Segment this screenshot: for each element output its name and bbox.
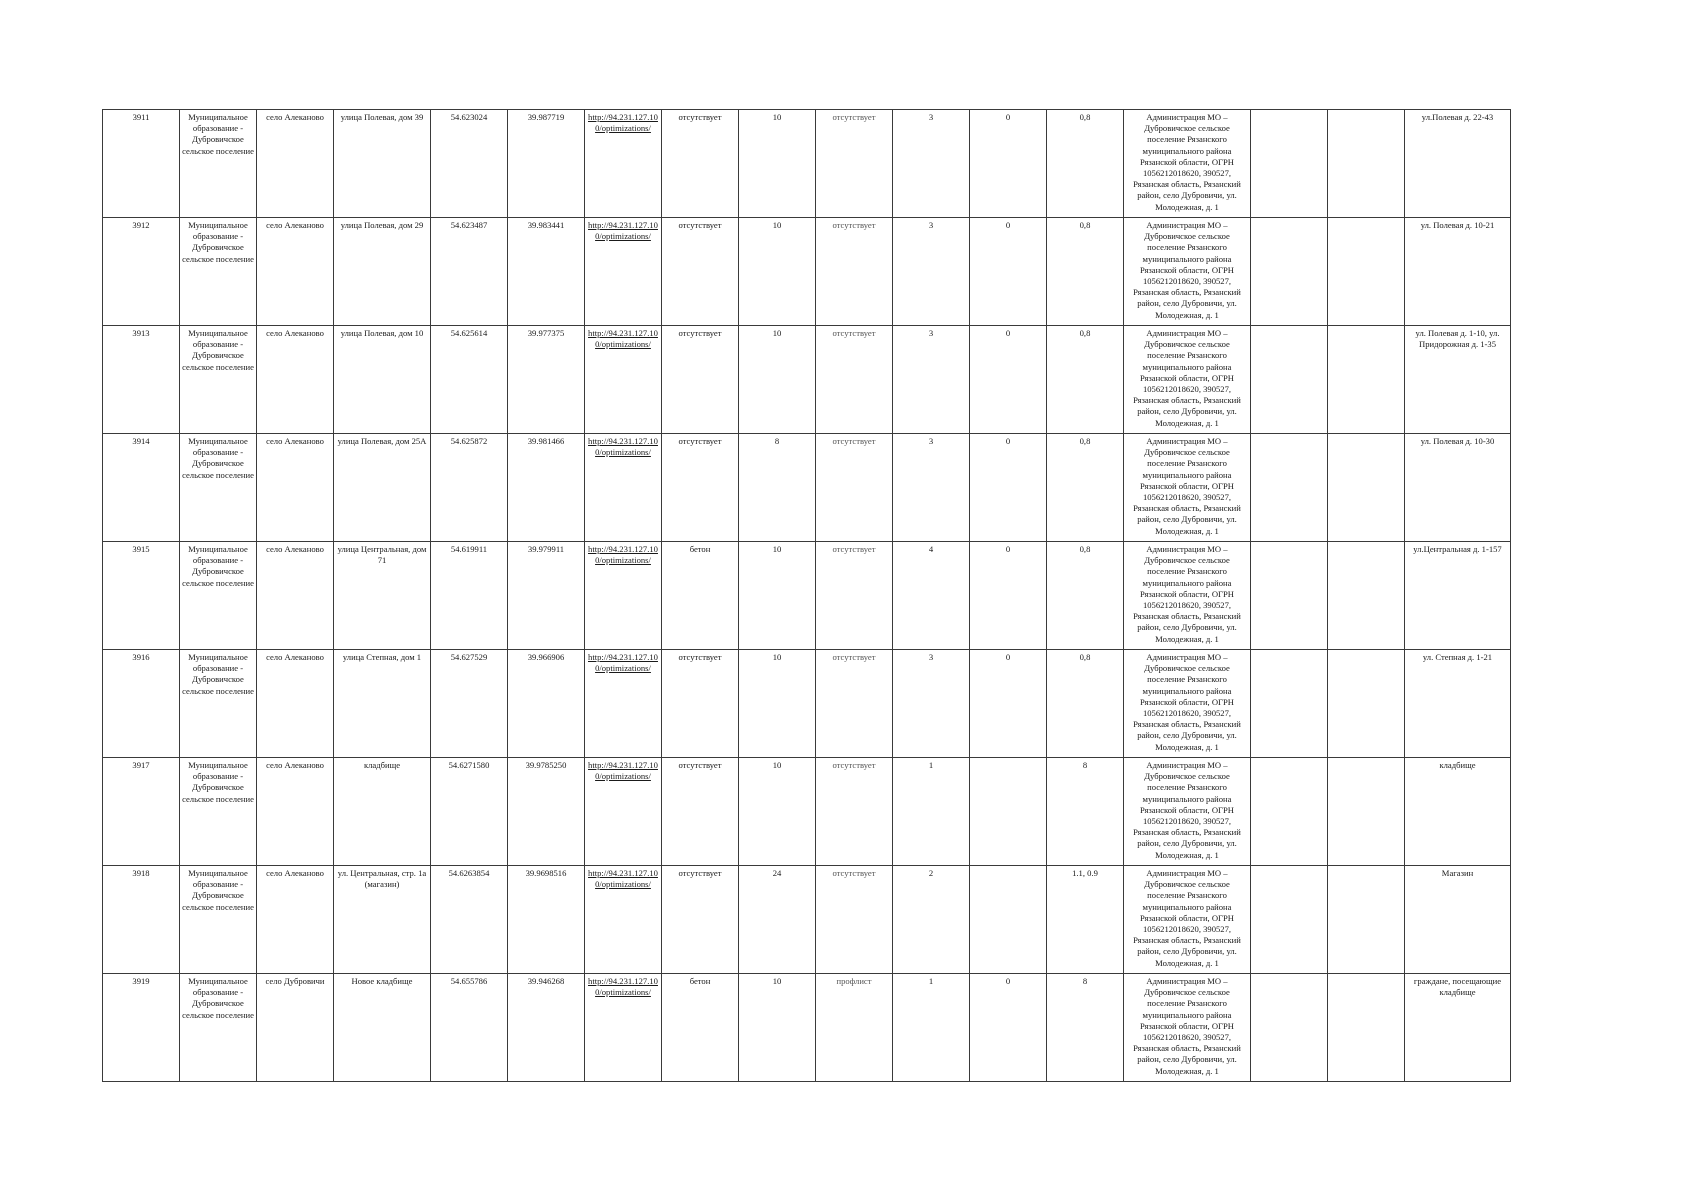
surface-type-cell: бетон: [662, 542, 739, 650]
waste-sources-cell: ул. Полевая д. 1-10, ул. Придорожная д. 1-35: [1405, 326, 1511, 434]
table-row: [103, 542, 1511, 650]
container-volume-cell: 0,8: [1047, 434, 1124, 542]
owner-cell: Администрация МО – Дубровичское сельское поселение Рязанского муниципального района Рязанской области, ОГРН 1056212018620, 390527, Рязанская область, Рязанский район, село Дубровичи, ул. Молодежная, д. 1: [1124, 326, 1251, 434]
area-cell: 10: [739, 974, 816, 1082]
municipality-cell: Муниципальное образование - Дубровичское сельское поселение: [180, 650, 257, 758]
scheme-link[interactable]: http://94.231.127.100/optimizations/: [588, 544, 658, 566]
municipality-cell: Муниципальное образование - Дубровичское сельское поселение: [180, 866, 257, 974]
latitude-cell: 54.625872: [431, 434, 508, 542]
row-number: 3912: [103, 218, 180, 326]
settlement-cell: село Алеканово: [257, 326, 334, 434]
row-number: 3913: [103, 326, 180, 434]
municipality-cell: Муниципальное образование - Дубровичское сельское поселение: [180, 110, 257, 218]
address-cell: улица Степная, дом 1: [334, 650, 431, 758]
container-count-cell: 3: [893, 650, 970, 758]
municipality-cell: Муниципальное образование - Дубровичское сельское поселение: [180, 326, 257, 434]
empty-cell: [1251, 866, 1328, 974]
settlement-cell: село Алеканово: [257, 110, 334, 218]
longitude-cell: 39.946268: [508, 974, 585, 1082]
waste-sources-cell: ул.Полевая д. 22-43: [1405, 110, 1511, 218]
table-body: [103, 110, 1511, 1082]
table-row: [103, 758, 1511, 866]
fence-type-cell: отсутствует: [816, 650, 893, 758]
container-count-cell: 3: [893, 110, 970, 218]
surface-type-cell: отсутствует: [662, 434, 739, 542]
container-volume-cell: 8: [1047, 758, 1124, 866]
container-count-cell: 3: [893, 326, 970, 434]
surface-type-cell: отсутствует: [662, 866, 739, 974]
longitude-cell: 39.966906: [508, 650, 585, 758]
registry-table: [102, 109, 1511, 1082]
area-cell: 10: [739, 758, 816, 866]
area-cell: 10: [739, 110, 816, 218]
fence-type-cell: профлист: [816, 974, 893, 1082]
container-volume-cell: 1.1, 0.9: [1047, 866, 1124, 974]
address-cell: кладбище: [334, 758, 431, 866]
container-volume-cell: 0,8: [1047, 218, 1124, 326]
settlement-cell: село Алеканово: [257, 866, 334, 974]
owner-cell: Администрация МО – Дубровичское сельское поселение Рязанского муниципального района Рязанской области, ОГРН 1056212018620, 390527, Рязанская область, Рязанский район, село Дубровичи, ул. Молодежная, д. 1: [1124, 434, 1251, 542]
scheme-link-cell: [585, 758, 662, 866]
latitude-cell: 54.623487: [431, 218, 508, 326]
empty-cell: [1328, 650, 1405, 758]
settlement-cell: село Алеканово: [257, 434, 334, 542]
container-count-cell: 4: [893, 542, 970, 650]
table-row: [103, 218, 1511, 326]
owner-cell: Администрация МО – Дубровичское сельское поселение Рязанского муниципального района Рязанской области, ОГРН 1056212018620, 390527, Рязанская область, Рязанский район, село Дубровичи, ул. Молодежная, д. 1: [1124, 974, 1251, 1082]
container-volume-cell: 0,8: [1047, 542, 1124, 650]
municipality-cell: Муниципальное образование - Дубровичское сельское поселение: [180, 218, 257, 326]
settlement-cell: село Алеканово: [257, 218, 334, 326]
address-cell: улица Полевая, дом 39: [334, 110, 431, 218]
area-cell: 10: [739, 218, 816, 326]
planned-containers-cell: 0: [970, 110, 1047, 218]
scheme-link-cell: [585, 650, 662, 758]
settlement-cell: село Алеканово: [257, 650, 334, 758]
scheme-link[interactable]: http://94.231.127.100/optimizations/: [588, 220, 658, 242]
empty-cell: [1328, 434, 1405, 542]
municipality-cell: Муниципальное образование - Дубровичское сельское поселение: [180, 542, 257, 650]
waste-sources-cell: ул. Полевая д. 10-30: [1405, 434, 1511, 542]
waste-sources-cell: Магазин: [1405, 866, 1511, 974]
table-row: [103, 110, 1511, 218]
longitude-cell: 39.983441: [508, 218, 585, 326]
fence-type-cell: отсутствует: [816, 866, 893, 974]
row-number: 3915: [103, 542, 180, 650]
area-cell: 8: [739, 434, 816, 542]
settlement-cell: село Алеканово: [257, 758, 334, 866]
latitude-cell: 54.623024: [431, 110, 508, 218]
scheme-link[interactable]: http://94.231.127.100/optimizations/: [588, 760, 658, 782]
container-count-cell: 2: [893, 866, 970, 974]
fence-type-cell: отсутствует: [816, 434, 893, 542]
table-row: [103, 974, 1511, 1082]
container-count-cell: 1: [893, 974, 970, 1082]
longitude-cell: 39.987719: [508, 110, 585, 218]
row-number: 3916: [103, 650, 180, 758]
owner-cell: Администрация МО – Дубровичское сельское поселение Рязанского муниципального района Рязанской области, ОГРН 1056212018620, 390527, Рязанская область, Рязанский район, село Дубровичи, ул. Молодежная, д. 1: [1124, 650, 1251, 758]
planned-containers-cell: [970, 758, 1047, 866]
waste-sources-cell: ул. Степная д. 1-21: [1405, 650, 1511, 758]
empty-cell: [1251, 758, 1328, 866]
scheme-link-cell: [585, 542, 662, 650]
address-cell: ул. Центральная, стр. 1а (магазин): [334, 866, 431, 974]
fence-type-cell: отсутствует: [816, 542, 893, 650]
longitude-cell: 39.981466: [508, 434, 585, 542]
table-row: [103, 650, 1511, 758]
empty-cell: [1251, 218, 1328, 326]
address-cell: улица Полевая, дом 10: [334, 326, 431, 434]
fence-type-cell: отсутствует: [816, 110, 893, 218]
latitude-cell: 54.655786: [431, 974, 508, 1082]
empty-cell: [1251, 434, 1328, 542]
waste-sources-cell: ул.Центральная д. 1-157: [1405, 542, 1511, 650]
container-volume-cell: 0,8: [1047, 326, 1124, 434]
empty-cell: [1328, 758, 1405, 866]
fence-type-cell: отсутствует: [816, 326, 893, 434]
empty-cell: [1251, 542, 1328, 650]
table-row: [103, 434, 1511, 542]
owner-cell: Администрация МО – Дубровичское сельское поселение Рязанского муниципального района Рязанской области, ОГРН 1056212018620, 390527, Рязанская область, Рязанский район, село Дубровичи, ул. Молодежная, д. 1: [1124, 758, 1251, 866]
longitude-cell: 39.9698516: [508, 866, 585, 974]
scheme-link-cell: [585, 218, 662, 326]
owner-cell: Администрация МО – Дубровичское сельское поселение Рязанского муниципального района Рязанской области, ОГРН 1056212018620, 390527, Рязанская область, Рязанский район, село Дубровичи, ул. Молодежная, д. 1: [1124, 542, 1251, 650]
row-number: 3917: [103, 758, 180, 866]
empty-cell: [1328, 974, 1405, 1082]
planned-containers-cell: 0: [970, 650, 1047, 758]
fence-type-cell: отсутствует: [816, 758, 893, 866]
fence-type-cell: отсутствует: [816, 218, 893, 326]
row-number: 3911: [103, 110, 180, 218]
address-cell: улица Центральная, дом 71: [334, 542, 431, 650]
latitude-cell: 54.6263854: [431, 866, 508, 974]
container-count-cell: 3: [893, 434, 970, 542]
area-cell: 24: [739, 866, 816, 974]
planned-containers-cell: 0: [970, 218, 1047, 326]
municipality-cell: Муниципальное образование - Дубровичское сельское поселение: [180, 974, 257, 1082]
longitude-cell: 39.979911: [508, 542, 585, 650]
surface-type-cell: отсутствует: [662, 218, 739, 326]
planned-containers-cell: 0: [970, 974, 1047, 1082]
scheme-link-cell: [585, 974, 662, 1082]
empty-cell: [1251, 326, 1328, 434]
table-row: [103, 866, 1511, 974]
latitude-cell: 54.619911: [431, 542, 508, 650]
latitude-cell: 54.625614: [431, 326, 508, 434]
scheme-link-cell: [585, 434, 662, 542]
settlement-cell: село Дубровичи: [257, 974, 334, 1082]
latitude-cell: 54.627529: [431, 650, 508, 758]
empty-cell: [1251, 110, 1328, 218]
planned-containers-cell: 0: [970, 542, 1047, 650]
empty-cell: [1328, 218, 1405, 326]
surface-type-cell: бетон: [662, 974, 739, 1082]
empty-cell: [1328, 326, 1405, 434]
container-volume-cell: 0,8: [1047, 110, 1124, 218]
empty-cell: [1328, 542, 1405, 650]
area-cell: 10: [739, 326, 816, 434]
waste-sources-cell: ул. Полевая д. 10-21: [1405, 218, 1511, 326]
scheme-link-cell: [585, 326, 662, 434]
owner-cell: Администрация МО – Дубровичское сельское поселение Рязанского муниципального района Рязанской области, ОГРН 1056212018620, 390527, Рязанская область, Рязанский район, село Дубровичи, ул. Молодежная, д. 1: [1124, 110, 1251, 218]
planned-containers-cell: 0: [970, 326, 1047, 434]
container-volume-cell: 0,8: [1047, 650, 1124, 758]
row-number: 3914: [103, 434, 180, 542]
owner-cell: Администрация МО – Дубровичское сельское поселение Рязанского муниципального района Рязанской области, ОГРН 1056212018620, 390527, Рязанская область, Рязанский район, село Дубровичи, ул. Молодежная, д. 1: [1124, 218, 1251, 326]
surface-type-cell: отсутствует: [662, 758, 739, 866]
scheme-link[interactable]: http://94.231.127.100/optimizations/: [588, 652, 658, 674]
area-cell: 10: [739, 542, 816, 650]
longitude-cell: 39.977375: [508, 326, 585, 434]
scheme-link[interactable]: http://94.231.127.100/optimizations/: [588, 436, 658, 458]
address-cell: улица Полевая, дом 25А: [334, 434, 431, 542]
municipality-cell: Муниципальное образование - Дубровичское сельское поселение: [180, 434, 257, 542]
scheme-link[interactable]: http://94.231.127.100/optimizations/: [588, 868, 658, 890]
container-volume-cell: 8: [1047, 974, 1124, 1082]
settlement-cell: село Алеканово: [257, 542, 334, 650]
empty-cell: [1328, 110, 1405, 218]
container-count-cell: 1: [893, 758, 970, 866]
address-cell: улица Полевая, дом 29: [334, 218, 431, 326]
scheme-link[interactable]: http://94.231.127.100/optimizations/: [588, 112, 658, 134]
empty-cell: [1328, 866, 1405, 974]
waste-sources-cell: граждане, посещающие кладбище: [1405, 974, 1511, 1082]
municipality-cell: Муниципальное образование - Дубровичское сельское поселение: [180, 758, 257, 866]
container-count-cell: 3: [893, 218, 970, 326]
empty-cell: [1251, 650, 1328, 758]
row-number: 3919: [103, 974, 180, 1082]
surface-type-cell: отсутствует: [662, 110, 739, 218]
latitude-cell: 54.6271580: [431, 758, 508, 866]
scheme-link-cell: [585, 866, 662, 974]
owner-cell: Администрация МО – Дубровичское сельское поселение Рязанского муниципального района Рязанской области, ОГРН 1056212018620, 390527, Рязанская область, Рязанский район, село Дубровичи, ул. Молодежная, д. 1: [1124, 866, 1251, 974]
longitude-cell: 39.9785250: [508, 758, 585, 866]
surface-type-cell: отсутствует: [662, 326, 739, 434]
row-number: 3918: [103, 866, 180, 974]
waste-sources-cell: кладбище: [1405, 758, 1511, 866]
empty-cell: [1251, 974, 1328, 1082]
scheme-link[interactable]: http://94.231.127.100/optimizations/: [588, 976, 658, 998]
planned-containers-cell: [970, 866, 1047, 974]
scheme-link-cell: [585, 110, 662, 218]
address-cell: Новое кладбище: [334, 974, 431, 1082]
planned-containers-cell: 0: [970, 434, 1047, 542]
surface-type-cell: отсутствует: [662, 650, 739, 758]
scheme-link[interactable]: http://94.231.127.100/optimizations/: [588, 328, 658, 350]
area-cell: 10: [739, 650, 816, 758]
table-row: [103, 326, 1511, 434]
